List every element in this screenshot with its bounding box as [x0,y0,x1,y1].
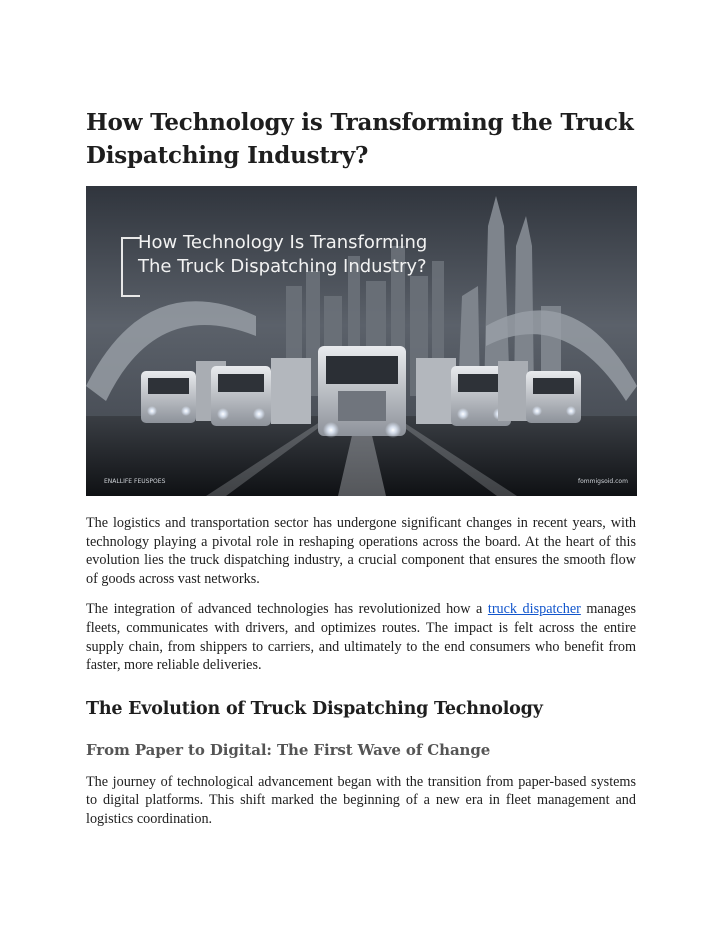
hero-watermark-left: ENALLIFE FEUSPOES [104,478,166,485]
paragraph-2-end: manages fleets, communicates with drivers, and optimizes routes. The impact is felt across the entire supply chain, from shippers to carriers, and ultimately to the end consumers who benefit from faster, more reliable deliveries. [86,601,637,674]
section-heading: The Evolution of Truck Dispatching Technology [86,698,543,719]
paragraph-2 [86,600,636,674]
subsection-heading: From Paper to Digital: The First Wave of Change [86,740,491,759]
article-title: How Technology is Transforming the Truck Dispatching Industry? [86,109,634,169]
hero-watermark-right: fommigsoid.com [578,478,628,485]
hero-image [86,186,637,496]
paragraph-3: The journey of technological advancement began with the transition from paper-based systems to digital platforms. This shift marked the beginning of a new era in fleet management and logistics coordination. [86,773,636,827]
hero-overlay-line2: The Truck Dispatching Industry? [138,256,427,277]
paragraph-2-start: The integration of advanced technologies has revolutionized how a [86,601,488,618]
intro-paragraph: The logistics and transportation sector has undergone significant changes in recent years, with technology playing a pivotal role in reshaping operations across the board. At the heart of this evolution lies the truck dispatching industry, a crucial component that ensures the smooth flow of goods across vast networks. [86,515,636,587]
truck-dispatcher-link[interactable]: truck dispatcher [487,601,581,618]
hero-illustration [86,186,637,496]
hero-overlay-line1: How Technology Is Transforming [138,232,428,253]
article-content [86,106,636,829]
